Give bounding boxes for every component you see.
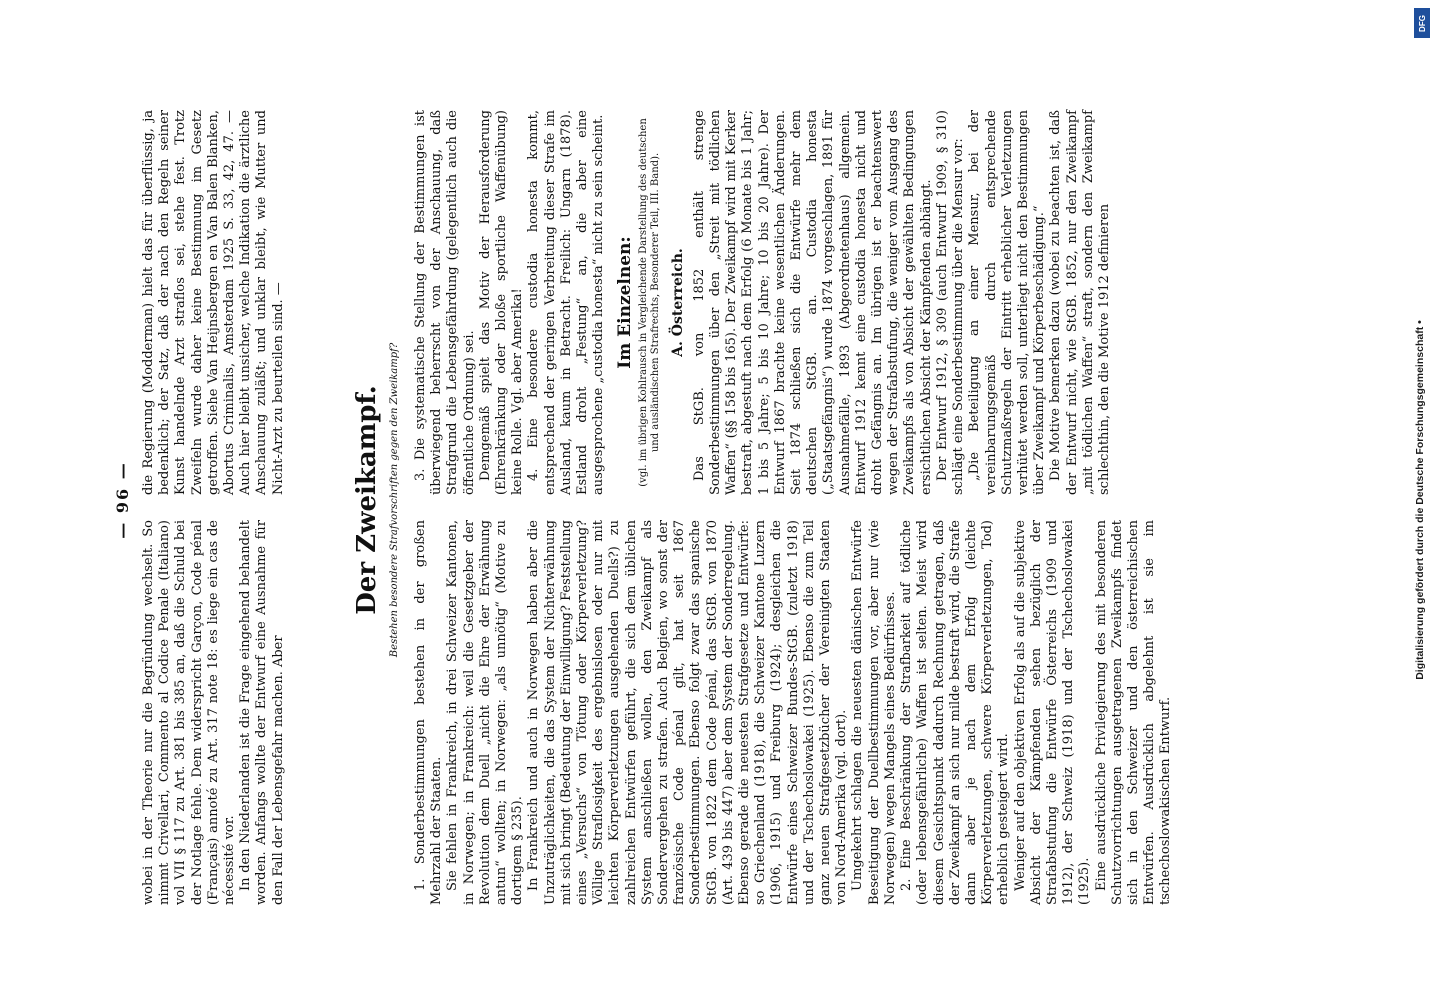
chapter-title: Der Zweikampf.: [352, 385, 382, 615]
column-bottom-right: [413, 110, 1113, 495]
paragraph: 4. Eine besondere custodia honesta kommt, entsprechend der geringen Verbreitung dieser Strafe im Ausland, kaum in Betracht. Freilich: Ungarn (1878). Estland droht „Festung“ an, die aber eine ausgesprochene „custodia honesta“ nicht zu sein scheint.: [526, 110, 607, 495]
column-top-left: [141, 520, 287, 905]
paragraph: In den Niederlanden ist die Frage eingehend behandelt worden. Anfangs wollte der Entwurf eine Ausnahme für den Fall der Lebensgefahr machen. Aber: [238, 520, 286, 905]
paragraph: die Regierung (Modderman) hielt das für überflüssig, ja bedenklich; der Satz, daß der nach den Regeln seiner Kunst handelnde Arzt straflos sei, stehe fest. Trotz Zweifeln wurde daher keine Bestimmung im Gesetz getroffen. Siehe Van Heijnsbergen en Van Balen Blanken, Abortus Criminalis, Amsterdam 1925 S. 33, 42, 47. — Auch hier bleibt unsicher, welche Indikation die ärztliche Anschauung zuläßt; und unklar bleibt, wie Mutter und Nicht-Arzt zu beurteilen sind. —: [141, 110, 286, 495]
paragraph: 3. Die systematische Stellung der Bestimmungen ist überwiegend beherrscht von der Anschauung, daß Strafgrund die Lebensgefährdung (gelegentlich auch die öffentliche Ordnung) sei.: [413, 110, 477, 495]
section-note: (vgl. im übrigen Kohlrausch in Vergleichende Darstellung des deutschen und ausländischen Strafrechts, Besonderer Teil, III. Band).: [637, 118, 661, 487]
paragraph: In Frankreich und auch in Norwegen haben aber die Unzuträglichkeiten, die das System der Nichterwähnung mit sich bringt (Bedeutung der Einwilligung? Feststellung eines „Versuchs“ von Tötung oder Körperverletzung? Völlige Straflosigkeit des ergebnislosen oder nur mit leichten Körperverletzungen ausgehenden Duells?) zu zahlreichen Entwürfen geführt, die sich dem üblichen System anschließen wollen, den Zweikampf als Sondervergehen zu strafen. Auch Belgien, wo sonst der französische Code pénal gilt, hat seit 1867 Sonderbestimmungen. Ebenso folgt zwar das spanische StGB. von 1822 dem Code pénal, das StGB. von 1870 (Art. 439 bis 447) aber dem System der Sonderregelung. Ebenso gerade die neuesten Strafgesetze und Entwürfe: so Griechenland (1918), die Schweizer Kantone Luzern (1906, 1915) und Freiburg (1924); desgleichen die Entwürfe eines Schweizer Bundes-StGB. (zuletzt 1918) und der Tschechoslowakei (1925). Ebenso die zum Teil ganz neuen Strafgesetzbücher der Vereinigten Staaten von Nord-Amerika (vgl. dort).: [526, 520, 850, 905]
credit-text: Digitalisierung gefördert durch die Deutsche Forschungsgemeinschaft •: [1414, 320, 1426, 680]
subsection-heading: A. Österreich.: [669, 248, 686, 357]
paragraph: Das StGB. von 1852 enthält strenge Sonderbestimmungen über den „Streit mit tödlichen Waffen“ (§§ 158 bis 165). Der Zweikampf wird mit Kerker bestraft, abgestuft nach dem Erfolg (6 Monate bis 1 Jahr; 1 bis 5 Jahre; 5 bis 10 Jahre; 10 bis 20 Jahre). Der Entwurf 1867 brachte keine wesentlichen Änderungen. Seit 1874 schließen sich die Entwürfe mehr dem deutschen StGB. an. Custodia honesta („Staatsgefängnis“) wurde 1874 vorgeschlagen, 1891 für Ausnahmefälle, 1893 (Abgeordnetenhaus) allgemein. Entwurf 1912 kennt eine custodia honesta nicht und droht Gefängnis an. Im übrigen ist er beachtenswert wegen der Strafabstufung, die weniger vom Ausgang des Zweikampfs als von Absicht der gewählten Bedingungen ersichtlichen Absicht der Kämpfenden abhängt.: [691, 110, 934, 495]
page-number: — 96 —: [113, 461, 132, 539]
paragraph: 1. Sonderbestimmungen bestehen in der großen Mehrzahl der Staaten.: [413, 520, 445, 905]
column-bottom-left: [413, 520, 1175, 905]
scanned-page: [115, 95, 1300, 905]
chapter-subtitle: Bestehen besondere Strafvorschriften gegen den Zweikampf?: [389, 342, 400, 658]
paragraph: 2. Eine Beschränkung der Strafbarkeit auf tödliche (oder lebensgefährliche) Waffen ist selten. Meist wird diesem Gesichtspunkt dadurch Rechnung getragen, daß der Zweikampf an sich nur milde bestraft wird, die Strafe dann aber je nach dem Erfolg (leichte Körperverletzungen, schwere Körperverletzungen, Tod) erheblich gesteigert wird.: [899, 520, 1012, 905]
paragraph: Umgekehrt schlagen die neuesten dänischen Entwürfe Beseitigung der Duellbestimmungen vor, aber nur (wie Norwegen) wegen Mangels eines Bedürfnisses.: [850, 520, 898, 905]
digitization-credit: [1408, 8, 1432, 992]
paragraph: Eine ausdrückliche Privilegierung des mit besonderen Schutzvorrichtungen ausgetragenen Zweikampfs findet sich in den Schweizer und den österreichischen Entwürfen. Ausdrücklich abgelehnt ist sie im tschechoslowakischen Entwurf.: [1093, 520, 1174, 905]
paragraph: Der Entwurf 1912, § 309 (auch Entwurf 1909, § 310) schlägt eine Sonderbestimmung über die Mensur vor:: [934, 110, 967, 495]
paragraph: Demgemäß spielt das Motiv der Herausforderung (Ehrenkränkung oder bloße sportliche Waffenübung) keine Rolle. Vgl. aber Amerika!: [477, 110, 526, 495]
paragraph: Weniger auf den objektiven Erfolg als auf die subjektive Absicht der Kämpfenden sehen bezüglich der Strafabstufung die Entwürfe Österreichs (1909 und 1912), der Schweiz (1918) und der Tschechoslowakei (1925).: [1012, 520, 1093, 905]
column-top-right: [141, 110, 287, 495]
dfg-logo-text: DFG: [1417, 14, 1427, 32]
page-content: [115, 95, 1300, 905]
paragraph: „Die Beteiligung an einer Mensur, bei der vereinbarungsgemäß durch entsprechende Schutzmaßregeln der Eintritt erheblicher Verletzungen verhütet werden soll, unterliegt nicht den Bestimmungen über Zweikampf und Körperbeschädigung.“: [967, 110, 1048, 495]
paragraph: wobei in der Theorie nur die Begründung wechselt. So nimmt Crivellari, Commento al Codice Penale (Italiano) vol VII § 117 zu Art. 381 bis 385 an, daß die Schuld bei der Notlage fehle. Dem widerspricht Garçon, Code pénal (Français) annoté zu Art. 317 note 18: es liege ein cas de nécessité vor.: [141, 520, 238, 905]
dfg-logo: [1414, 8, 1430, 38]
section-heading: Im Einzelnen:: [615, 236, 636, 369]
paragraph: Die Motive bemerken dazu (wobei zu beachten ist, daß der Entwurf nicht, wie StGB. 1852, nur den Zweikampf „mit tödlichen Waffen“ straft, sondern den Zweikampf schlechthin, den die Motive 1912 definieren: [1048, 110, 1112, 495]
paragraph: Sie fehlen in Frankreich, in drei Schweizer Kantonen, in Norwegen; in Frankreich: weil die Gesetzgeber der Revolution dem Duell „nicht die Ehre der Erwähnung antun“ wollten; in Norwegen: „als unnötig“ (Motive zu dortigem § 235).: [445, 520, 526, 905]
